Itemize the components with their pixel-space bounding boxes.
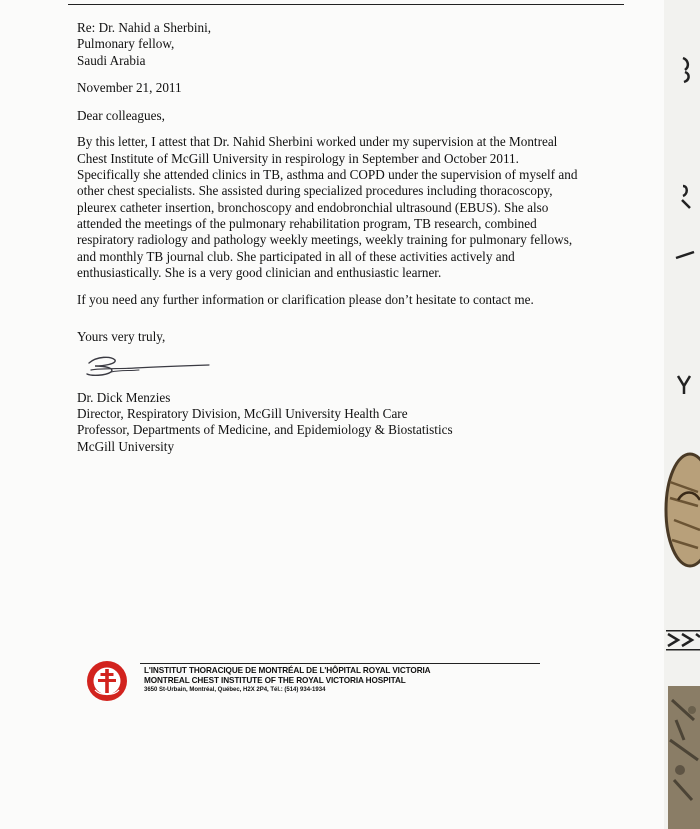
top-rule: [68, 4, 624, 5]
body-paragraph: [77, 134, 597, 281]
body-line: respiratory radiology and pathology weekly meetings, weekly training for pulmonary fellows,: [77, 232, 573, 248]
body-line: By this letter, I attest that Dr. Nahid Sherbini worked under my supervision at the Montreal: [77, 134, 558, 150]
footer-text: [144, 666, 431, 695]
footer-rule: [140, 663, 540, 664]
signer-affiliation: McGill University: [77, 438, 175, 454]
recipient-line: Re: Dr. Nahid a Sherbini,: [77, 20, 212, 35]
recipient-line: Pulmonary fellow,: [77, 36, 175, 52]
institution-name-fr: L'INSTITUT THORACIQUE DE MONTRÉAL DE L'HÔPITAL ROYAL VICTORIA: [144, 666, 431, 675]
contact-paragraph: If you need any further information or clarification please don’t hesitate to contact me.: [77, 292, 534, 308]
double-cross-seal-icon: [86, 660, 128, 702]
body-line: pleurex catheter insertion, bronchoscopy and endobronchial ultrasound (EBUS). She also: [77, 199, 549, 215]
letterhead-footer: [86, 660, 556, 710]
recipient-block: [77, 20, 597, 69]
body-line: enthusiastically. She is a very good clinician and enthusiastic learner.: [77, 264, 442, 280]
adjacent-page-edge: [664, 0, 700, 829]
closing: Yours very truly,: [77, 329, 166, 345]
recipient-line: Saudi Arabia: [77, 52, 146, 68]
institution-name-en: MONTREAL CHEST INSTITUTE OF THE ROYAL VICTORIA HOSPITAL: [144, 676, 406, 685]
letter-body: [77, 20, 597, 455]
body-line: Specifically she attended clinics in TB, asthma and COPD under the supervision of myself and: [77, 167, 578, 183]
institution-address: 3650 St-Urbain, Montréal, Québec, H2X 2P4, Tél.: (514) 934-1934: [144, 687, 326, 693]
letter-date: November 21, 2011: [77, 79, 182, 95]
body-line: attended the meetings of the pulmonary rehabilitation program, TB research, combined: [77, 215, 537, 231]
salutation: Dear colleagues,: [77, 108, 165, 124]
signer-name: Dr. Dick Menzies: [77, 389, 171, 405]
body-line: and monthly TB journal club. She participated in all of these activities actively and: [77, 248, 515, 264]
signature: [77, 346, 597, 390]
signature-mark: [81, 350, 211, 384]
signer-block: [77, 390, 597, 455]
body-line: other chest specialists. She assisted during specialized procedures including thoracoscopy,: [77, 183, 553, 199]
signer-title: Professor, Departments of Medicine, and Epidemiology & Biostatistics: [77, 422, 453, 438]
signer-title: Director, Respiratory Division, McGill University Health Care: [77, 406, 408, 422]
body-line: Chest Institute of McGill University in respirology in September and October 2011.: [77, 150, 519, 166]
